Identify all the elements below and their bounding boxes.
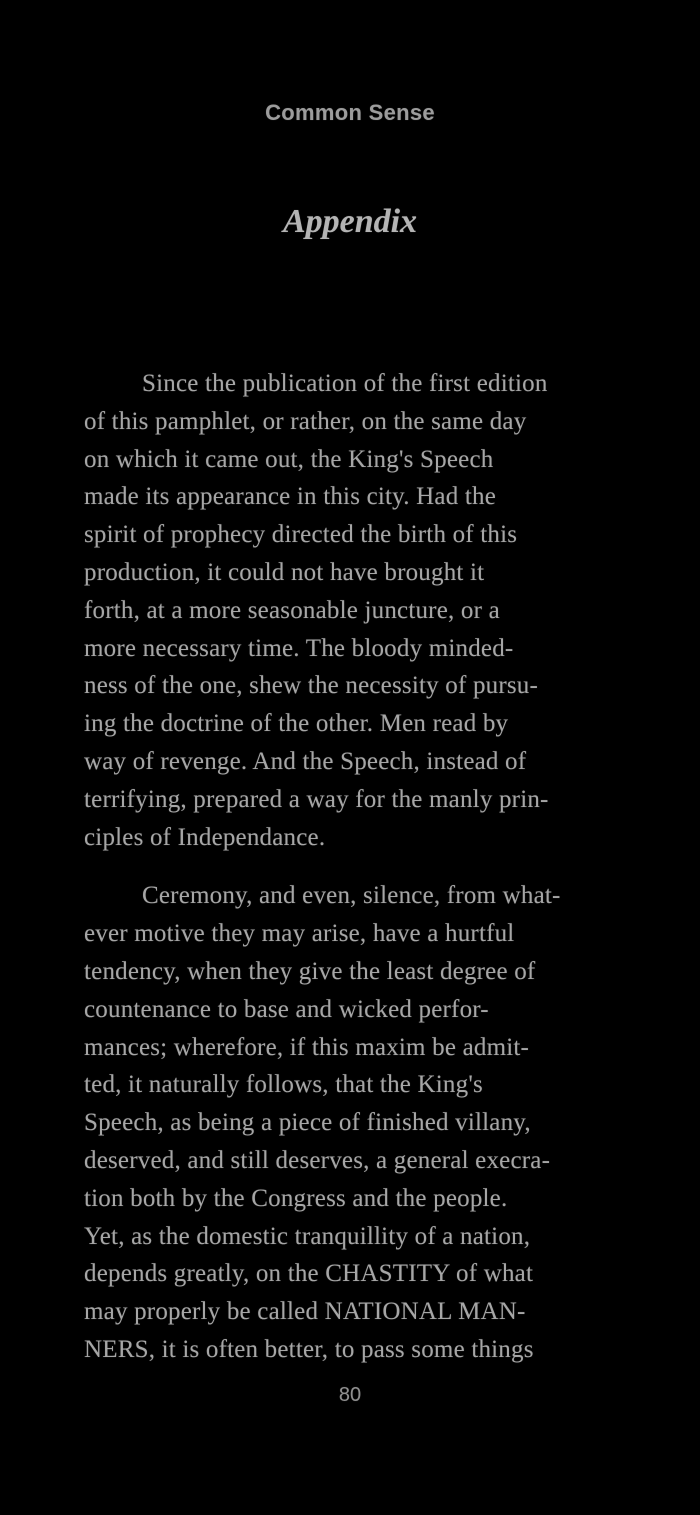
text-line: countenance to base and wicked perfor- [84, 995, 489, 1023]
text-line: of this pamphlet, or rather, on the same day [84, 407, 527, 435]
paragraph [84, 365, 636, 856]
paragraph [84, 877, 636, 1368]
text-line: deserved, and still deserves, a general execra- [84, 1146, 551, 1174]
text-line: mances; wherefore, if this maxim be admit- [84, 1033, 530, 1061]
text-line: terrifying, prepared a way for the manly prin- [84, 785, 549, 813]
text-line: more necessary time. The bloody minded- [84, 634, 514, 662]
page-number: 80 [338, 1384, 362, 1406]
text-line: forth, at a more seasonable juncture, or a [84, 596, 500, 624]
text-line: Ceremony, and even, silence, from what- [142, 882, 561, 910]
text-line: spirit of prophecy directed the birth of this [84, 521, 518, 549]
text-line: way of revenge. And the Speech, instead of [84, 747, 527, 775]
text-line: NERS, it is often better, to pass some things [84, 1335, 534, 1363]
text-line: Speech, as being a piece of finished villany, [84, 1109, 531, 1137]
text-line: ing the doctrine of the other. Men read by [84, 710, 509, 738]
text-line: ciples of Independance. [84, 823, 326, 851]
chapter-title: Appendix [282, 203, 418, 240]
text-line: ness of the one, shew the necessity of pursu- [84, 672, 539, 700]
text-line: Since the publication of the first edition [142, 370, 548, 397]
text-line: on which it came out, the King's Speech [84, 445, 494, 473]
text-line: ted, it naturally follows, that the King's [84, 1071, 483, 1099]
text-line: Yet, as the domestic tranquillity of a nation, [84, 1222, 531, 1250]
text-line: tendency, when they give the least degree of [84, 957, 536, 985]
text-line: tion both by the Congress and the people. [84, 1184, 508, 1212]
text-line: may properly be called NATIONAL MAN- [84, 1298, 526, 1326]
text-line: depends greatly, on the CHASTITY of what [84, 1260, 534, 1288]
body-text [84, 365, 636, 1369]
running-header: Common Sense [265, 100, 435, 125]
text-line: made its appearance in this city. Had the [84, 483, 496, 511]
text-line: ever motive they may arise, have a hurtful [84, 920, 515, 948]
text-line: production, it could not have brought it [84, 558, 485, 586]
